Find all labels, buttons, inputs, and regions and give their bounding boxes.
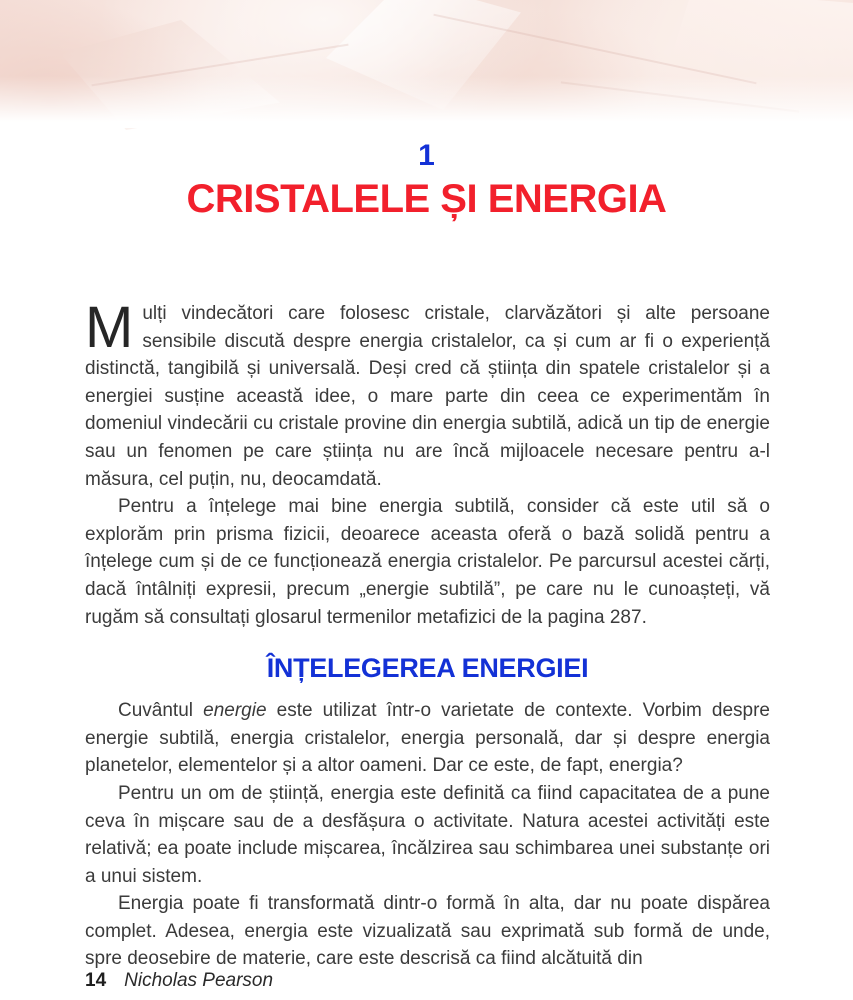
header-fade — [0, 76, 853, 128]
section-heading: ÎNȚELEGEREA ENERGIEI — [266, 653, 589, 684]
chapter-title: CRISTALELE ȘI ENERGIA — [186, 177, 667, 221]
paragraph-text: ulți vindecători care folosesc cristale, clarvăzători și alte persoane sensibile discută despre energia cristalelor, ca și cum ar fi o experiență distinctă, tangibilă și universală. Deși cred că știința din spatele cristalelor și a energiei susține această idee, o mare parte din ceea ce experimentăm în domeniul vindecării cu cristale provine din energia subtilă, adică un tip de energie sau un fenomen pe care știința nu are încă mijloacele necesare pentru a-l măsura, cel puțin, nu, deocamdată. — [85, 303, 770, 490]
author-name: Nicholas Pearson — [124, 970, 274, 991]
paragraph: Energia poate fi transformată dintr-o formă în alta, dar nu poate dispărea complet. Adesea, energia este vizualizată sau exprimată sub formă de unde, spre deosebire de materie, care este descrisă ca fiind alcătuită din — [85, 893, 770, 970]
paragraph — [85, 295, 770, 493]
crystal-streak — [433, 14, 756, 85]
paragraph: Pentru a înțelege mai bine energia subtilă, consider că este util să o explorăm prin prisma fizicii, deoarece aceasta oferă o bază solidă pentru a înțelege cum și de ce funcționează energia cristalelor. Pe parcursul acestei cărți, dacă întâlniți expresii, precum „energie subtilă”, pe care nu le cunoașteți, vă rugăm să consultați glosarul termenilor metafizici de la pagina 287. — [85, 496, 770, 628]
chapter-number: 1 — [418, 139, 435, 172]
body-text — [85, 295, 770, 973]
paragraph-text: este utilizat într-o varietate de contexte. Vorbim despre energie subtilă, energia cristalelor, energia personală, dar și despre energia planetelor, elementelor și a altor oameni. Dar ce este, de fapt, energia? — [85, 700, 770, 777]
page-footer — [85, 970, 273, 992]
page-number: 14 — [85, 970, 107, 991]
paragraph — [85, 697, 770, 780]
paragraph: Pentru un om de știință, energia este definită ca fiind capacitatea de a pune ceva în mișcare sau de a desfășura o activitate. Natura acestei activități este relativă; ea poate include mișcarea, încălzirea sau schimbarea unei substanțe ori a unui sistem. — [85, 782, 770, 887]
drop-cap: M — [85, 295, 134, 360]
chapter-header-image — [0, 0, 853, 128]
italic-term: energie — [203, 700, 267, 722]
paragraph-text: Cuvântul — [118, 700, 204, 722]
